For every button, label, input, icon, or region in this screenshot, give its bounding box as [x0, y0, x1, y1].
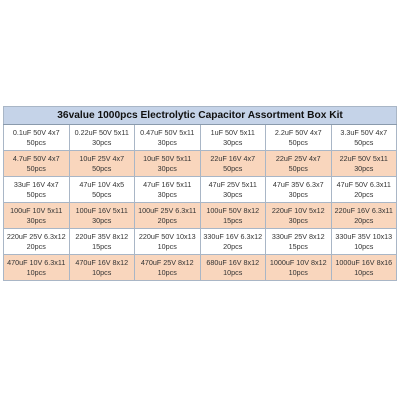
capacitor-spec: 22uF 50V 5x11: [339, 153, 388, 163]
capacitor-quantity: 10pcs: [223, 267, 243, 277]
capacitor-quantity: 10pcs: [92, 267, 112, 277]
capacitor-cell: [4, 255, 70, 281]
capacitor-cell: [135, 255, 201, 281]
capacitor-quantity: 50pcs: [26, 137, 46, 147]
capacitor-quantity: 15pcs: [288, 241, 308, 251]
capacitor-spec: 470uF 16V 8x12: [75, 257, 129, 267]
capacitor-cell: [266, 255, 332, 281]
capacitor-spec: 4.7uF 50V 4x7: [12, 153, 60, 163]
capacitor-spec: 220uF 16V 6.3x11: [334, 205, 393, 215]
capacitor-spec: 220uF 10V 5x12: [271, 205, 325, 215]
capacitor-quantity: 20pcs: [223, 241, 243, 251]
capacitor-quantity: 30pcs: [26, 215, 46, 225]
capacitor-spec: 3.3uF 50V 4x7: [340, 127, 388, 137]
capacitor-spec: 47uF 10V 4x5: [79, 179, 125, 189]
table-row: [4, 203, 397, 229]
capacitor-quantity: 30pcs: [157, 137, 177, 147]
table-row: [4, 151, 397, 177]
capacitor-cell: [200, 177, 266, 203]
capacitor-quantity: 20pcs: [26, 241, 46, 251]
capacitor-spec: 10uF 25V 4x7: [79, 153, 125, 163]
capacitor-cell: [331, 125, 397, 151]
capacitor-cell: [135, 203, 201, 229]
capacitor-quantity: 10pcs: [157, 267, 177, 277]
capacitor-cell: [135, 151, 201, 177]
capacitor-spec: 100uF 10V 5x11: [10, 205, 63, 215]
capacitor-cell: [266, 125, 332, 151]
capacitor-cell: [331, 177, 397, 203]
table-body: [4, 125, 397, 281]
capacitor-cell: [4, 203, 70, 229]
capacitor-spec: 1000uF 16V 8x16: [335, 257, 393, 267]
capacitor-spec: 100uF 25V 6.3x11: [138, 205, 197, 215]
capacitor-cell: [200, 151, 266, 177]
capacitor-spec: 330uF 16V 6.3x12: [203, 231, 263, 241]
capacitor-cell: [200, 203, 266, 229]
capacitor-spec: 47uF 35V 6.3x7: [272, 179, 324, 189]
capacitor-cell: [331, 203, 397, 229]
table-row: [4, 229, 397, 255]
capacitor-spec: 220uF 50V 10x13: [138, 231, 196, 241]
capacitor-cell: [69, 177, 135, 203]
capacitor-spec: 2.2uF 50V 4x7: [274, 127, 322, 137]
capacitor-kit-table: [3, 106, 397, 281]
capacitor-cell: [69, 203, 135, 229]
capacitor-quantity: 10pcs: [26, 267, 46, 277]
capacitor-spec: 220uF 25V 6.3x12: [6, 231, 66, 241]
capacitor-cell: [4, 151, 70, 177]
capacitor-spec: 680uF 16V 8x12: [206, 257, 260, 267]
capacitor-quantity: 30pcs: [92, 215, 112, 225]
capacitor-cell: [135, 177, 201, 203]
capacitor-spec: 47uF 16V 5x11: [143, 179, 192, 189]
capacitor-cell: [266, 229, 332, 255]
capacitor-quantity: 20pcs: [354, 215, 374, 225]
capacitor-cell: [331, 229, 397, 255]
capacitor-spec: 100uF 50V 8x12: [206, 205, 260, 215]
capacitor-spec: 470uF 25V 8x12: [140, 257, 194, 267]
capacitor-cell: [200, 229, 266, 255]
capacitor-spec: 330uF 25V 8x12: [271, 231, 325, 241]
capacitor-cell: [200, 255, 266, 281]
capacitor-spec: 10uF 50V 5x11: [143, 153, 192, 163]
capacitor-spec: 0.47uF 50V 5x11: [140, 127, 195, 137]
capacitor-spec: 330uF 35V 10x13: [335, 231, 393, 241]
capacitor-cell: [331, 255, 397, 281]
capacitor-quantity: 50pcs: [92, 189, 112, 199]
capacitor-quantity: 50pcs: [288, 163, 308, 173]
capacitor-cell: [135, 229, 201, 255]
capacitor-spec: 100uF 16V 5x11: [75, 205, 128, 215]
capacitor-cell: [331, 151, 397, 177]
capacitor-spec: 33uF 16V 4x7: [13, 179, 59, 189]
capacitor-spec: 470uF 10V 6.3x11: [7, 257, 66, 267]
table-row: [4, 255, 397, 281]
capacitor-cell: [266, 151, 332, 177]
capacitor-quantity: 10pcs: [354, 267, 374, 277]
capacitor-quantity: 30pcs: [157, 163, 177, 173]
capacitor-quantity: 50pcs: [26, 189, 46, 199]
capacitor-quantity: 30pcs: [92, 137, 112, 147]
capacitor-spec: 22uF 16V 4x7: [210, 153, 256, 163]
capacitor-quantity: 50pcs: [26, 163, 46, 173]
capacitor-quantity: 30pcs: [157, 189, 177, 199]
capacitor-cell: [266, 177, 332, 203]
capacitor-cell: [4, 177, 70, 203]
capacitor-quantity: 30pcs: [288, 189, 308, 199]
capacitor-quantity: 30pcs: [223, 137, 243, 147]
capacitor-spec: 0.22uF 50V 5x11: [74, 127, 129, 137]
capacitor-cell: [4, 229, 70, 255]
capacitor-quantity: 30pcs: [223, 189, 243, 199]
capacitor-spec: 0.1uF 50V 4x7: [12, 127, 60, 137]
capacitor-quantity: 20pcs: [354, 189, 374, 199]
capacitor-spec: 22uF 25V 4x7: [275, 153, 321, 163]
capacitor-quantity: 10pcs: [354, 241, 374, 251]
capacitor-quantity: 30pcs: [354, 163, 374, 173]
capacitor-quantity: 15pcs: [223, 215, 243, 225]
capacitor-spec: 47uF 25V 5x11: [208, 179, 257, 189]
capacitor-quantity: 50pcs: [223, 163, 243, 173]
capacitor-cell: [69, 229, 135, 255]
capacitor-quantity: 50pcs: [92, 163, 112, 173]
capacitor-cell: [266, 203, 332, 229]
capacitor-cell: [69, 125, 135, 151]
capacitor-cell: [4, 125, 70, 151]
capacitor-spec: 47uF 50V 6.3x11: [336, 179, 391, 189]
capacitor-cell: [200, 125, 266, 151]
capacitor-cell: [69, 255, 135, 281]
capacitor-quantity: 30pcs: [288, 215, 308, 225]
capacitor-quantity: 20pcs: [157, 215, 177, 225]
table-title: 36value 1000pcs Electrolytic Capacitor Assortment Box Kit: [4, 107, 397, 125]
capacitor-spec: 1000uF 10V 8x12: [269, 257, 327, 267]
capacitor-cell: [69, 151, 135, 177]
capacitor-quantity: 10pcs: [157, 241, 177, 251]
capacitor-spec: 220uF 35V 8x12: [75, 231, 129, 241]
capacitor-quantity: 15pcs: [92, 241, 112, 251]
capacitor-quantity: 50pcs: [354, 137, 374, 147]
capacitor-spec: 1uF 50V 5x11: [210, 127, 255, 137]
capacitor-quantity: 10pcs: [288, 267, 308, 277]
table-row: [4, 177, 397, 203]
capacitor-cell: [135, 125, 201, 151]
capacitor-quantity: 50pcs: [288, 137, 308, 147]
table-row: [4, 125, 397, 151]
